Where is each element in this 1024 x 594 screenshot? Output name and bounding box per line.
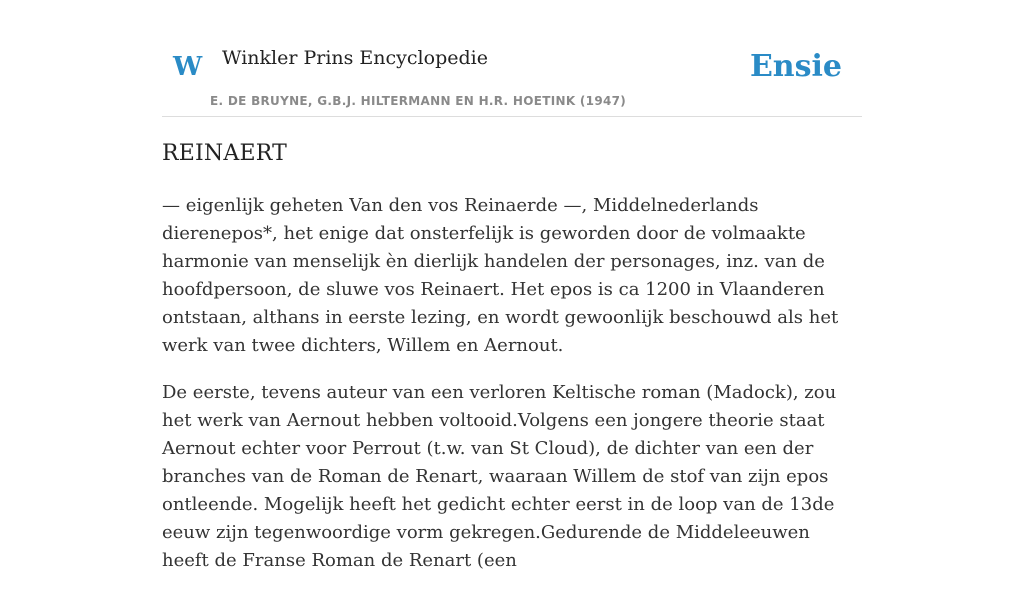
source-authors: E. DE BRUYNE, G.B.J. HILTERMANN EN H.R. HOETINK (1947) xyxy=(210,94,627,108)
source-title-link[interactable]: Winkler Prins Encyclopedie xyxy=(222,47,488,69)
article-body xyxy=(162,192,862,594)
ensie-logo-link[interactable]: Ensie xyxy=(749,49,842,84)
source-logo-icon[interactable]: W xyxy=(173,52,203,82)
article-paragraph: De eerste, tevens auteur van een verloren Keltische roman (Madock), zou het werk van Aernout hebben voltooid.Volgens een jongere theorie staat Aernout echter voor Perrout (t.w. van St Cloud), de dichter van een der branches van de Roman de Renart, waaraan Willem de stof van zijn epos ontleende. Mogelijk heeft het gedicht echter eerst in de loop van de 13de eeuw zijn tegenwoordige vorm gekregen.Gedurende de Middeleeuwen heeft de Franse Roman de Renart (een xyxy=(162,382,837,571)
source-header xyxy=(162,40,862,117)
entry-title: REINAERT xyxy=(162,141,287,166)
article-paragraph: — eigenlijk geheten Van den vos Reinaerde —, Middelnederlands dierenepos*, het enige dat onsterfelijk is geworden door de volmaakte harmonie van menselijk èn dierlijk handelen der personages, inz. van de hoofdpersoon, de sluwe vos Reinaert. Het epos is ca 1200 in Vlaanderen ontstaan, althans in eerste lezing, en wordt gewoonlijk beschouwd als het werk van twee dichters, Willem en Aernout. xyxy=(162,195,839,356)
